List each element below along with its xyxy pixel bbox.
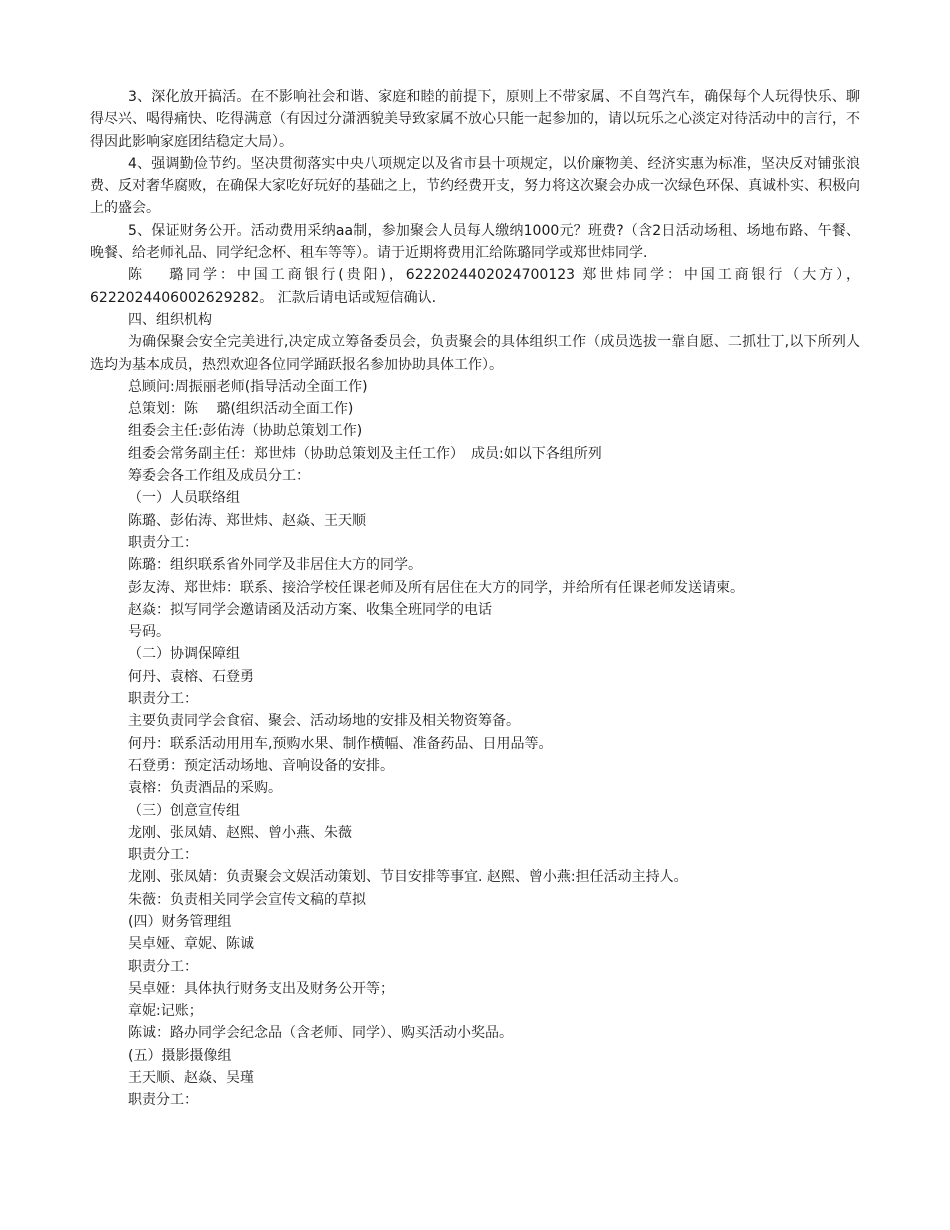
text-line: 职责分工： <box>128 958 198 975</box>
text-line: 王天顺、赵焱、吴瑾 <box>128 1070 254 1087</box>
section-heading-organization: 四、组织机构 <box>128 311 212 328</box>
text-line: 主要负责同学会食宿、聚会、活动场地的安排及相关物资筹备。 <box>128 713 520 730</box>
text-line: 章妮:记账； <box>128 1003 203 1020</box>
text-line: 总策划：陈 璐(组织活动全面工作) <box>128 401 354 418</box>
text-line: 何丹、袁榕、石登勇 <box>128 668 254 685</box>
paragraph-item-3: 3、深化放开搞活。在不影响社会和谐、家庭和睦的前提下，原则上不带家属、不自驾汽车，确保每个人玩得快乐、聊得尽兴、喝得痛快、吃得满意（有因过分潇洒貌美导致家属不放心只能一起参加的，请以玩乐之心淡定对待活动中的言行，不得因此影响家庭团结稳定大局）。 <box>90 89 860 150</box>
text-line: 彭友涛、郑世炜：联系、接洽学校任课老师及所有居住在大方的同学，并给所有任课老师发送请柬。 <box>128 579 744 596</box>
text-line: 赵焱：拟写同学会邀请函及活动方案、收集全班同学的电话 <box>128 601 492 618</box>
text-line: 袁榕：负责酒品的采购。 <box>128 780 282 797</box>
text-line: 职责分工： <box>128 534 198 551</box>
text-line: 职责分工： <box>128 691 198 708</box>
text-line: 组委会常务副主任：郑世炜（协助总策划及主任工作） 成员:如以下各组所列 <box>128 445 602 462</box>
text-line: (四）财务管理组 <box>128 913 232 930</box>
paragraph-item-5: 5、保证财务公开。活动费用采纳aa制，参加聚会人员每人缴纳1000元？班费?（含2日活动场租、场地布路、午餐、晚餐、给老师礼品、同学纪念杯、租车等等）。请于近期将费用汇给陈璐同学或郑世炜同学. <box>90 222 860 262</box>
text-line: 陈诚：路办同学会纪念品（含老师、同学）、购买活动小奖品。 <box>128 1025 513 1042</box>
text-line: 何丹：联系活动用用车,预购水果、制作横幅、准备药品、日用品等。 <box>128 735 553 752</box>
text-line: 龙刚、张凤婧、赵熙、曾小燕、朱薇 <box>128 824 352 841</box>
text-line: 吴卓娅、章妮、陈诚 <box>128 936 254 953</box>
text-line: 陈璐、彭佑涛、郑世炜、赵焱、王天顺 <box>128 512 366 529</box>
text-line: 筹委会各工作组及成员分工： <box>128 468 310 485</box>
text-line: 职责分工： <box>128 847 198 864</box>
text-line: （三）创意宣传组 <box>128 802 240 819</box>
text-line: 朱薇：负责相关同学会宣传文稿的草拟 <box>128 891 366 908</box>
text-line: 石登勇：预定活动场地、音响设备的安排。 <box>128 757 394 774</box>
organization-line-list <box>90 376 860 1112</box>
text-line: 总顾问:周振丽老师(指导活动全面工作) <box>128 378 368 395</box>
text-line: 陈璐：组织联系省外同学及非居住大方的同学。 <box>128 557 422 574</box>
text-line: （一）人员联络组 <box>128 490 240 507</box>
organization-intro-paragraph: 为确保聚会安全完美进行,决定成立筹备委员会，负责聚会的具体组织工作（成员选拔一靠自愿、二抓壮丁,以下所列人选均为基本成员，热烈欢迎各位同学踊跃报名参加协助具体工作）。 <box>90 334 860 373</box>
text-line: 组委会主任:彭佑涛（协助总策划工作) <box>128 423 363 440</box>
text-line: (五）摄影摄像组 <box>128 1047 232 1064</box>
bank-account-paragraph: 陈 璐同学：中国工商银行(贵阳)，6222024402024700123 郑世炜同学：中国工商银行（大方），6222024406002629282。 汇款后请电话或短信确认. <box>90 267 860 306</box>
text-line: （二）协调保障组 <box>128 646 240 663</box>
paragraph-item-4: 4、强调勤俭节约。坚决贯彻落实中央八项规定以及省市县十项规定，以价廉物美、经济实惠为标准，坚决反对铺张浪费、反对奢华腐败，在确保大家吃好玩好的基础之上，节约经费开支，努力将这次聚会办成一次绿色环保、真诚朴实、积极向上的盛会。 <box>90 155 860 217</box>
text-line: 龙刚、张凤婧：负责聚会文娱活动策划、节目安排等事宜. 赵熙、曾小燕:担任活动主持人。 <box>128 869 688 886</box>
text-line: 吴卓娅：具体执行财务支出及财务公开等； <box>128 980 394 997</box>
text-line: 职责分工： <box>128 1092 198 1109</box>
text-line: 号码。 <box>128 624 170 641</box>
